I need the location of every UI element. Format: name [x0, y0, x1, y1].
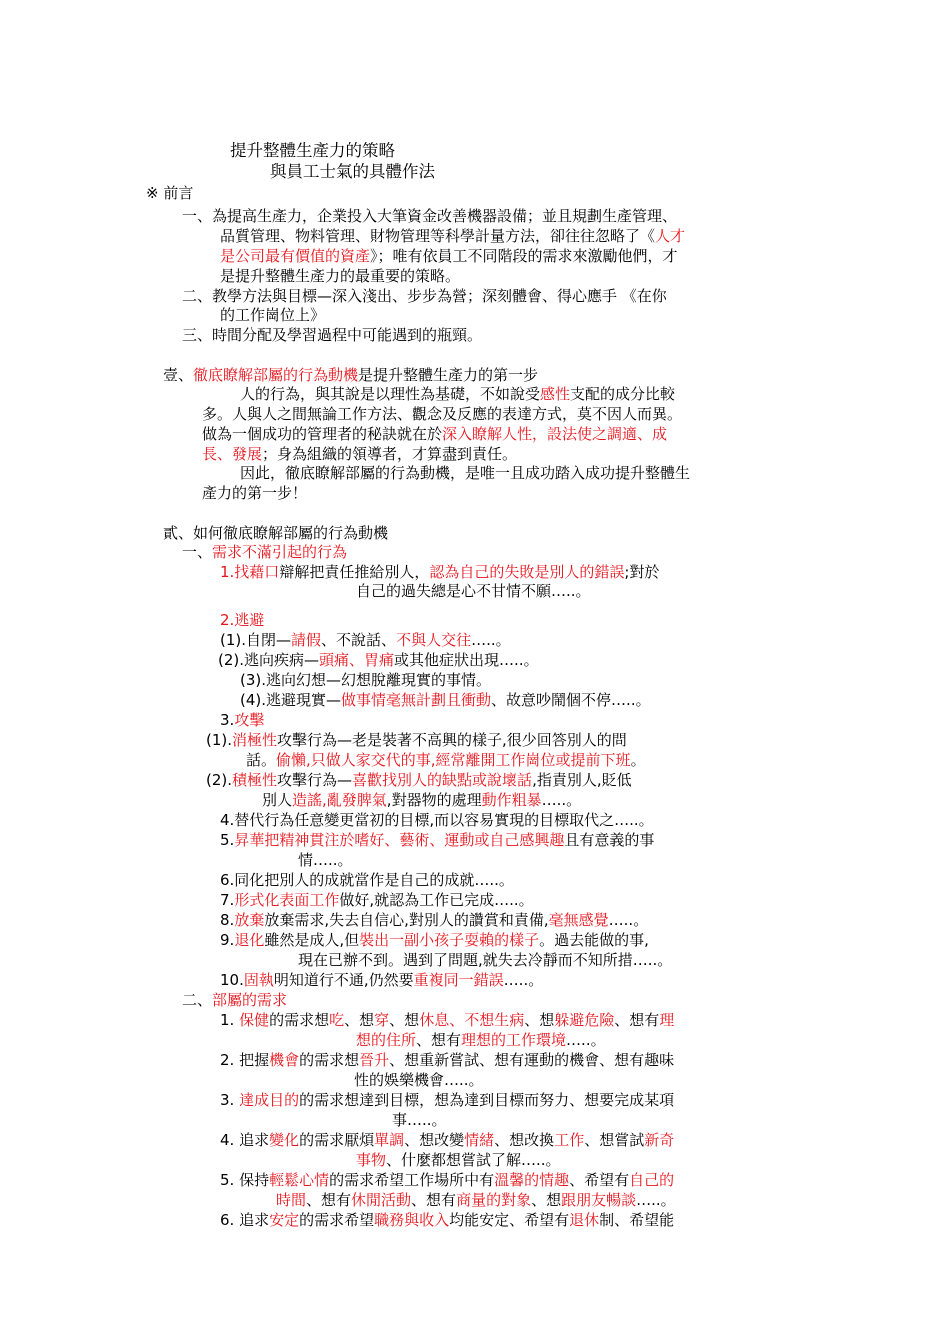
text-line-s2a — [182, 542, 347, 562]
plain-text: 做為一個成功的管理者的秘訣就在於 — [202, 425, 443, 443]
emphasis-text: 單調 — [374, 1131, 405, 1149]
plain-text: 做好,就認為工作已完成…..。 — [339, 891, 534, 909]
plain-text: 情…..。 — [298, 851, 353, 869]
plain-text: 的需求厭煩 — [299, 1131, 375, 1149]
plain-text: 或其他症狀出現…..。 — [394, 651, 539, 669]
text-line-p3 — [182, 325, 482, 345]
emphasis-text: 情緒 — [464, 1131, 495, 1149]
plain-text: 因此，徹底瞭解部屬的行為動機，是唯一且成功踏入成功提升整體生 — [240, 464, 691, 482]
emphasis-text: 理 — [659, 1011, 675, 1029]
plain-text: 。 — [630, 751, 646, 769]
plain-text: (4).逃避現實— — [240, 691, 342, 709]
text-line-a1-1 — [220, 562, 659, 582]
plain-text: 10. — [220, 971, 244, 989]
text-line-p1-3 — [220, 246, 678, 266]
emphasis-text: 輕鬆心情 — [269, 1171, 330, 1189]
text-line-preface — [146, 183, 193, 203]
plain-text: 性的娛樂機會…..。 — [354, 1071, 484, 1089]
plain-text: 一、 — [182, 543, 213, 561]
text-line-a2-1 — [220, 630, 511, 650]
plain-text: 的需求希望 — [299, 1211, 375, 1229]
text-line-a3-3 — [206, 770, 632, 790]
text-line-a3-1 — [206, 730, 627, 750]
plain-text: ;對於 — [624, 563, 660, 581]
plain-text: 、故意吵鬧個不停…..。 — [491, 691, 651, 709]
text-line-s1-5 — [240, 463, 690, 483]
emphasis-text: 商量的對象 — [456, 1191, 532, 1209]
text-line-p1-2 — [220, 226, 685, 246]
emphasis-text: 裝出一副小孩子耍賴的樣子 — [359, 931, 540, 949]
emphasis-text: 固執 — [243, 971, 274, 989]
emphasis-text: 達成目的 — [239, 1091, 300, 1109]
plain-text: …..。 — [636, 1191, 676, 1209]
text-line-s1-3 — [202, 424, 667, 444]
emphasis-text: 安定 — [269, 1211, 300, 1229]
text-line-a8 — [220, 910, 648, 930]
emphasis-text: 新奇 — [644, 1131, 675, 1149]
plain-text: (1).自閉— — [220, 631, 292, 649]
plain-text: ,指責別人,貶低 — [532, 771, 632, 789]
plain-text: …..。 — [608, 911, 649, 929]
emphasis-text: 1.找藉口 — [220, 563, 280, 581]
emphasis-text: 吃 — [329, 1011, 345, 1029]
emphasis-text: 穿 — [374, 1011, 390, 1029]
plain-text: 三、時間分配及學習過程中可能遇到的瓶頸。 — [182, 326, 483, 344]
emphasis-text: 保健 — [239, 1011, 270, 1029]
emphasis-text: 動作粗暴 — [481, 791, 542, 809]
text-line-b1-1 — [220, 1010, 674, 1030]
text-line-p2-1 — [182, 286, 667, 306]
plain-text: 的需求希望工作場所中有 — [329, 1171, 495, 1189]
emphasis-text: 偷懶,只做人家交代的事,經常離開工作崗位或提前下班 — [276, 751, 631, 769]
text-line-a10 — [220, 970, 543, 990]
plain-text: 、想有 — [416, 1031, 462, 1049]
plain-text: …..。 — [541, 791, 582, 809]
plain-text: …..。 — [566, 1031, 606, 1049]
emphasis-text: 躲避危險 — [554, 1011, 615, 1029]
plain-text: 、想 — [389, 1011, 420, 1029]
plain-text: 是提升整體生產力的最重要的策略。 — [220, 267, 461, 285]
plain-text: (2).逃向疾病— — [218, 651, 320, 669]
emphasis-text: 不與人交往 — [396, 631, 472, 649]
emphasis-text: 職務與收入 — [374, 1211, 450, 1229]
text-line-p1-1 — [182, 206, 677, 226]
plain-text: 、想有 — [411, 1191, 457, 1209]
plain-text: 支配的成分比較 — [570, 385, 676, 403]
plain-text: 4. 追求 — [220, 1131, 270, 1149]
plain-text: 、想 — [344, 1011, 375, 1029]
text-line-a3 — [220, 710, 264, 730]
text-line-a1-2 — [356, 581, 591, 601]
plain-text: 別人 — [262, 791, 293, 809]
emphasis-text: 放棄 — [234, 911, 265, 929]
text-line-s1-h — [163, 365, 538, 385]
emphasis-text: 是公司最有價值的資產 — [220, 247, 371, 265]
plain-text: 6.同化把別人的成就當作是自己的成就…..。 — [220, 871, 514, 889]
plain-text: 9. — [220, 931, 235, 949]
text-line-b6-1 — [220, 1210, 674, 1230]
emphasis-text: 徹底瞭解部屬的行為動機 — [193, 366, 359, 384]
plain-text: ；身為組織的領導者，才算盡到責任。 — [262, 445, 518, 463]
text-line-s1-2 — [202, 404, 682, 424]
plain-text: 一、為提高生產力，企業投入大筆資金改善機器設備；並且規劃生產管理、 — [182, 207, 678, 225]
plain-text: 、想有 — [306, 1191, 352, 1209]
emphasis-text: 毫無感覺 — [548, 911, 609, 929]
plain-text: 的需求想 — [269, 1011, 330, 1029]
plain-text: 多。人與人之間無論工作方法、觀念及反應的表達方式，莫不因人而異。 — [202, 405, 683, 423]
emphasis-text: 時間 — [276, 1191, 307, 1209]
emphasis-text: 攻擊 — [234, 711, 265, 729]
emphasis-text: 頭痛、胃痛 — [319, 651, 395, 669]
text-line-b3-2 — [392, 1110, 447, 1130]
text-line-a5-2 — [298, 850, 353, 870]
emphasis-text: 昇華把精神貫注於嗜好、藝術、運動或自己感興趣 — [234, 831, 565, 849]
plain-text: 、想嘗試 — [584, 1131, 645, 1149]
emphasis-text: 部屬的需求 — [212, 991, 288, 1009]
plain-text: 8. — [220, 911, 235, 929]
text-line-b3-1 — [220, 1090, 674, 1110]
plain-text: …..。 — [503, 971, 544, 989]
emphasis-text: 理想的工作環境 — [461, 1031, 567, 1049]
emphasis-text: 喜歡找別人的缺點或說壞話 — [352, 771, 533, 789]
plain-text: …..。 — [471, 631, 511, 649]
emphasis-text: 溫馨的情趣 — [494, 1171, 570, 1189]
plain-text: 、希望有 — [569, 1171, 630, 1189]
plain-text: 人的行為，與其說是以理性為基礎，不如說受 — [240, 385, 541, 403]
emphasis-text: 退化 — [234, 931, 265, 949]
plain-text: (1). — [206, 731, 233, 749]
plain-text: 、不說話、 — [321, 631, 397, 649]
plain-text: 、什麼都想嘗試了解…..。 — [386, 1151, 561, 1169]
text-line-a3-2 — [246, 750, 646, 770]
plain-text: (3).逃向幻想—幻想脫離現實的事情。 — [240, 671, 492, 689]
plain-text: 均能安定、希望有 — [449, 1211, 570, 1229]
emphasis-text: 想的住所 — [356, 1031, 417, 1049]
emphasis-text: 重複同一錯誤 — [413, 971, 504, 989]
text-line-b4-2 — [356, 1150, 561, 1170]
plain-text: 話。 — [246, 751, 277, 769]
plain-text: 且有意義的事 — [564, 831, 655, 849]
text-line-s1-6 — [202, 483, 307, 503]
emphasis-text: 退休 — [569, 1211, 600, 1229]
text-line-a5-1 — [220, 830, 654, 850]
text-line-s1-4 — [202, 444, 517, 464]
document-title-line-1: 提升整體生產力的策略 — [230, 141, 395, 160]
emphasis-text: 做事情毫無計劃且衝動 — [341, 691, 492, 709]
plain-text: 事…..。 — [392, 1111, 447, 1129]
emphasis-text: 事物 — [356, 1151, 387, 1169]
plain-text: 4.替代行為任意變更當初的目標,而以容易實現的目標取代之…..。 — [220, 811, 654, 829]
plain-text: 自己的過失總是心不甘情不願…..。 — [356, 582, 591, 600]
plain-text: 5. — [220, 831, 235, 849]
plain-text: 3. — [220, 1091, 240, 1109]
plain-text: 是提升整體生產力的第一步 — [358, 366, 539, 384]
text-line-s2b — [182, 990, 287, 1010]
plain-text: 、想 — [531, 1191, 562, 1209]
emphasis-text: 形式化表面工作 — [234, 891, 340, 909]
emphasis-text: 深入瞭解人性，設法使之調適、成 — [442, 425, 668, 443]
emphasis-text: 積極性 — [232, 771, 278, 789]
plain-text: 的需求想達到目標，想為達到目標而努力、想要完成某項 — [299, 1091, 675, 1109]
plain-text: 現在已辦不到。遇到了問題,就失去冷靜而不知所措…..。 — [298, 951, 673, 969]
text-line-s2-h — [163, 523, 388, 543]
emphasis-text: 需求不滿引起的行為 — [212, 543, 348, 561]
plain-text: 放棄需求,失去自信心,對別人的讚賞和責備, — [264, 911, 549, 929]
plain-text: 5. 保持 — [220, 1171, 270, 1189]
plain-text: 2. 把握 — [220, 1051, 270, 1069]
document-title-line-2: 與員工士氣的具體作法 — [270, 162, 435, 181]
plain-text: 明知道行不通,仍然要 — [273, 971, 414, 989]
emphasis-text: 休息、不想生病 — [419, 1011, 525, 1029]
emphasis-text: 長、發展 — [202, 445, 263, 463]
text-line-a7 — [220, 890, 534, 910]
plain-text: 6. 追求 — [220, 1211, 270, 1229]
emphasis-text: 工作 — [554, 1131, 585, 1149]
plain-text: 、想改換 — [494, 1131, 555, 1149]
emphasis-text: 自己的 — [629, 1171, 675, 1189]
plain-text: 二、教學方法與目標—深入淺出、步步為營；深刻體會、得心應手 《在你 — [182, 287, 667, 305]
emphasis-text: 跟朋友暢談 — [561, 1191, 637, 1209]
text-line-b4-1 — [220, 1130, 674, 1150]
emphasis-text: 請假 — [291, 631, 322, 649]
plain-text: 。過去能做的事, — [539, 931, 649, 949]
text-line-p2-2 — [220, 305, 325, 325]
text-line-a9-2 — [298, 950, 672, 970]
plain-text: ※ 前言 — [146, 184, 194, 202]
emphasis-text: 變化 — [269, 1131, 300, 1149]
plain-text: 產力的第一步！ — [202, 484, 308, 502]
plain-text: 3. — [220, 711, 235, 729]
text-line-a2-2 — [218, 650, 539, 670]
emphasis-text: 2.逃避 — [220, 611, 265, 629]
emphasis-text: 認為自己的失敗是別人的錯誤 — [429, 563, 625, 581]
plain-text: 》；唯有依員工不同階段的需求來激勵他們，才 — [370, 247, 678, 265]
text-line-s1-1 — [240, 384, 675, 404]
plain-text: 、想有 — [614, 1011, 660, 1029]
plain-text: ,對器物的處理 — [386, 791, 482, 809]
plain-text: 、想 — [524, 1011, 555, 1029]
text-line-a2-3 — [240, 670, 491, 690]
plain-text: 7. — [220, 891, 235, 909]
text-line-b5-1 — [220, 1170, 674, 1190]
emphasis-text: 造謠,亂發脾氣 — [292, 791, 387, 809]
text-line-a3-4 — [262, 790, 581, 810]
emphasis-text: 晉升 — [359, 1051, 390, 1069]
plain-text: 品質管理、物料管理、財物管理等科學計量方法，卻往往忽略了《 — [220, 227, 656, 245]
plain-text: 攻擊行為—老是裝著不高興的樣子,很少回答別人的問 — [277, 731, 627, 749]
text-line-a9-1 — [220, 930, 649, 950]
plain-text: 貳、如何徹底瞭解部屬的行為動機 — [163, 524, 389, 542]
emphasis-text: 休閒活動 — [351, 1191, 412, 1209]
emphasis-text: 人才 — [655, 227, 686, 245]
text-line-a2 — [220, 610, 264, 630]
text-line-b2-1 — [220, 1050, 674, 1070]
text-line-b2-2 — [354, 1070, 484, 1090]
plain-text: 的工作崗位上》 — [220, 306, 326, 324]
plain-text: 、想改變 — [404, 1131, 465, 1149]
plain-text: (2). — [206, 771, 233, 789]
text-line-b1-2 — [356, 1030, 606, 1050]
text-line-b5-2 — [276, 1190, 676, 1210]
emphasis-text: 感性 — [540, 385, 571, 403]
plain-text: 辯解把責任推給別人， — [279, 563, 430, 581]
plain-text: 二、 — [182, 991, 213, 1009]
plain-text: 、想重新嘗試、想有運動的機會、想有趣味 — [389, 1051, 675, 1069]
text-line-a6 — [220, 870, 514, 890]
emphasis-text: 消極性 — [232, 731, 278, 749]
plain-text: 制、希望能 — [599, 1211, 675, 1229]
text-line-a4 — [220, 810, 654, 830]
text-line-p1-4 — [220, 266, 460, 286]
plain-text: 雖然是成人,但 — [264, 931, 360, 949]
emphasis-text: 機會 — [269, 1051, 300, 1069]
text-line-a2-4 — [240, 690, 651, 710]
plain-text: 的需求想 — [299, 1051, 360, 1069]
plain-text: 1. — [220, 1011, 240, 1029]
plain-text: 攻擊行為— — [277, 771, 353, 789]
plain-text: 壹、 — [163, 366, 194, 384]
